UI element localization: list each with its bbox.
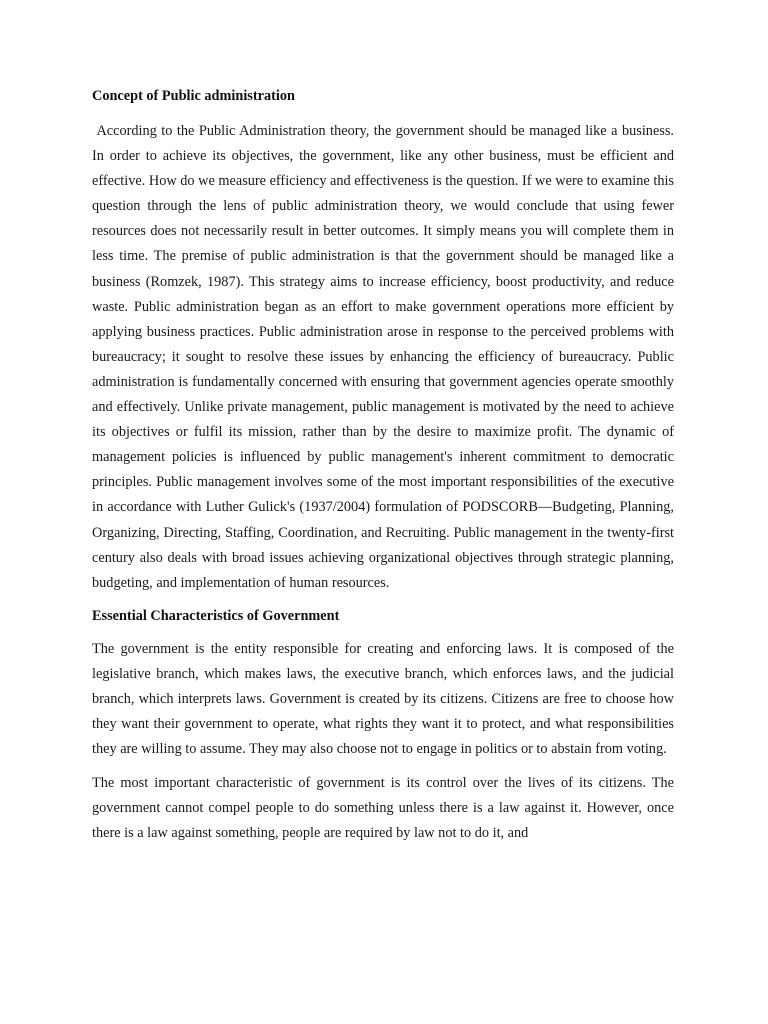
section-heading-concept: Concept of Public administration [92,88,295,104]
paragraph-government-definition: The government is the entity responsible for creating and enforcing laws. It is composed of the legislative branch, which makes laws, the executive branch, which enforces laws, and the judicial branch, which interprets laws. Government is created by its citizens. Citizens are free to choose how they want their government to operate, what rights they want it to protect, and what responsibilities they are willing to assume. They may also choose not to engage in politics or to abstain from voting. [92,640,674,758]
document-body [92,82,678,847]
paragraph-government-control: The most important characteristic of government is its control over the lives of its citizens. The government cannot compel people to do something unless there is a law against it. However, once there is a law against something, people are required by law not to do it, and [92,775,674,842]
section-heading-characteristics: Essential Characteristics of Government [92,607,340,624]
paragraph-concept: According to the Public Administration theory, the government should be managed like a business. In order to achieve its objectives, the government, like any other business, must be efficient and effective. How do we measure efficiency and effectiveness is the question. If we were to examine this question through the lens of public administration theory, we would conclude that using fewer resources does not necessarily result in better outcomes. It simply means you will complete them in less time. The premise of public administration is that the government should be managed like a business (Romzek, 1987). This strategy aims to increase efficiency, boost productivity, and reduce waste. Public administration began as an effort to make government operations more efficient by applying business practices. Public administration arose in response to the perceived problems with bureaucracy; it sought to resolve these issues by enhancing the efficiency of bureaucracy. Public administration is fundamentally concerned with ensuring that government agencies operate smoothly and effectively. Unlike private management, public management is motivated by the need to achieve its objectives or fulfil its mission, rather than by the desire to maximize profit. The dynamic of management policies is influenced by public management's inherent commitment to democratic principles. Public management involves some of the most important responsibilities of the executive in accordance with Luther Gulick's (1937/2004) formulation of PODSCORB—Budgeting, Planning, Organizing, Directing, Staffing, Coordination, and Recruiting. Public management in the twenty-first century also deals with broad issues achieving organizational objectives through strategic planning, budgeting, and implementation of human resources. [92,123,678,591]
